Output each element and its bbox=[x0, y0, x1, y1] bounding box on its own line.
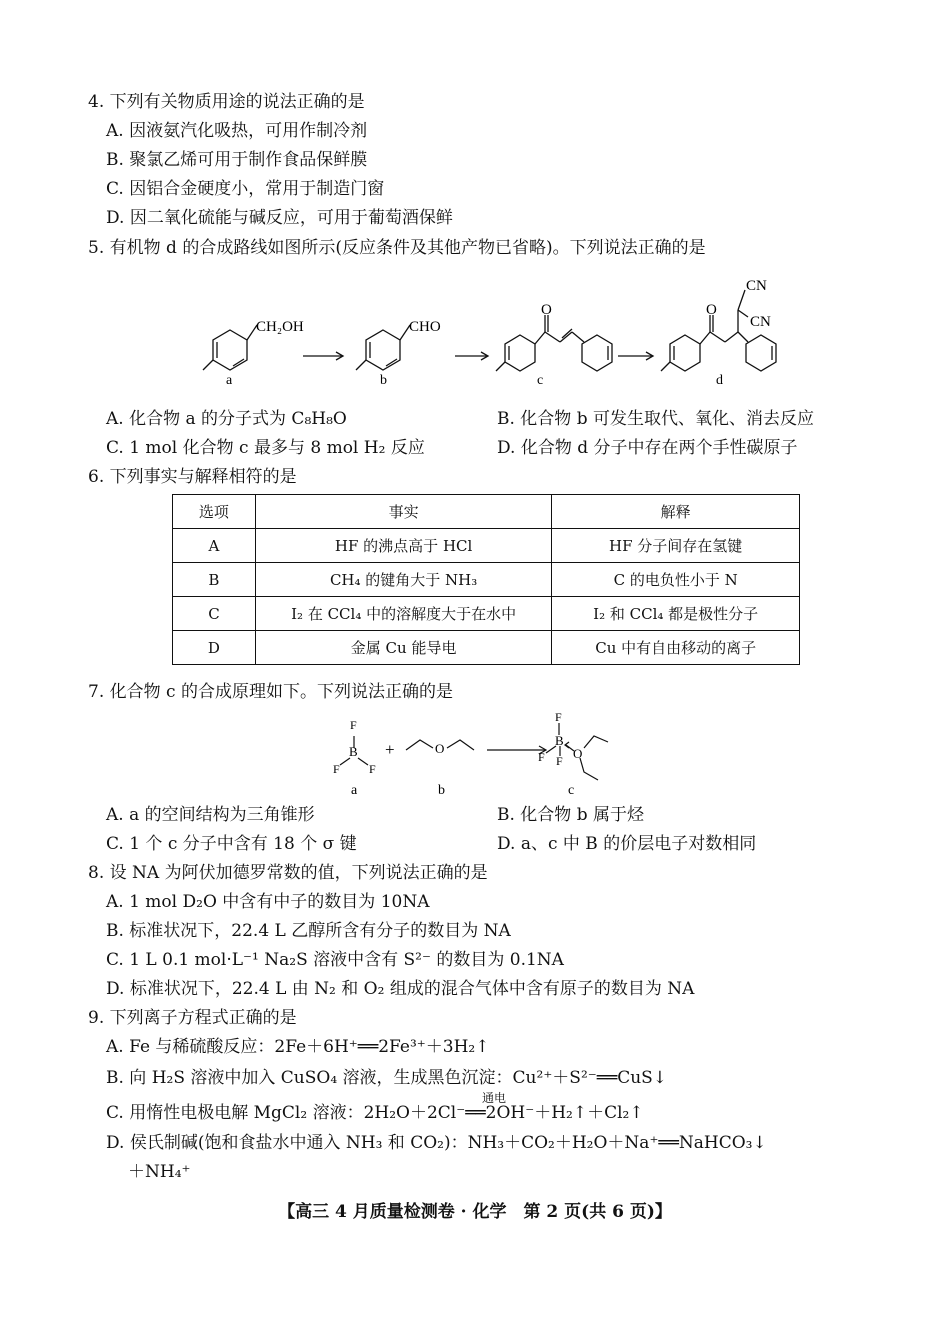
q8-stem: 8. 设 NA 为阿伏加德罗常数的值，下列说法正确的是 bbox=[88, 863, 488, 883]
q7-option-d: D. a、c 中 B 的价层电子对数相同 bbox=[497, 834, 757, 854]
q7-option-a: A. a 的空间结构为三角锥形 bbox=[106, 805, 315, 825]
q7-label-a: a bbox=[351, 783, 358, 798]
table-cell: B bbox=[173, 563, 256, 597]
table-cell: HF 分子间存在氢键 bbox=[552, 529, 800, 563]
table-header: 选项 bbox=[173, 495, 256, 529]
table-cell: CH₄ 的键角大于 NH₃ bbox=[255, 563, 552, 597]
q5-label-d: d bbox=[716, 373, 723, 388]
q5-option-c: C. 1 mol 化合物 c 最多与 8 mol H₂ 反应 bbox=[106, 438, 425, 458]
q9-option-d: D. 侯氏制碱(饱和食盐水中通入 NH₃ 和 CO₂)：NH₃＋CO₂＋H₂O＋Na⁺══NaHCO₃↓ bbox=[106, 1133, 767, 1153]
table-cell: C bbox=[173, 597, 256, 631]
q7-a-boron: B bbox=[349, 744, 358, 759]
q4-option-d: D. 因二氧化硫能与碱反应，可用于葡萄酒保鲜 bbox=[106, 208, 453, 228]
q7-c-f-bottom: F bbox=[556, 754, 563, 768]
q7-a-f-left: F bbox=[333, 762, 340, 776]
page-footer: 【高三 4 月质量检测卷 · 化学 第 2 页(共 6 页)】 bbox=[278, 1202, 672, 1222]
table-cell: D bbox=[173, 631, 256, 665]
q8-option-b: B. 标准状况下，22.4 L 乙醇所含有分子的数目为 NA bbox=[106, 921, 511, 941]
q4-option-b: B. 聚氯乙烯可用于制作食品保鲜膜 bbox=[106, 150, 368, 170]
q6-stem: 6. 下列事实与解释相符的是 bbox=[88, 467, 297, 487]
q9-option-c: C. 用惰性电极电解 MgCl₂ 溶液：2H₂O＋2Cl⁻══2OH⁻＋H₂↑＋Cl₂↑ bbox=[106, 1103, 644, 1123]
q4-option-a: A. 因液氨汽化吸热，可用作制冷剂 bbox=[106, 121, 368, 141]
q7-plus: + bbox=[385, 740, 395, 759]
q4-stem: 4. 下列有关物质用途的说法正确的是 bbox=[88, 92, 365, 112]
q7-c-f-left: F bbox=[538, 750, 545, 764]
q8-option-c: C. 1 L 0.1 mol·L⁻¹ Na₂S 溶液中含有 S²⁻ 的数目为 0.1NA bbox=[106, 950, 564, 970]
q8-option-a: A. 1 mol D₂O 中含有中子的数目为 10NA bbox=[106, 892, 430, 912]
q4-option-c: C. 因铝合金硬度小，常用于制造门窗 bbox=[106, 179, 385, 199]
q5-c-oxygen: O bbox=[541, 302, 552, 318]
table-header: 事实 bbox=[255, 495, 552, 529]
q7-label-c: c bbox=[568, 783, 575, 798]
q5-d-cn-top: CN bbox=[746, 278, 767, 294]
q7-a-f-top: F bbox=[350, 718, 357, 732]
q5-label-c: c bbox=[537, 373, 544, 388]
table-cell: 金属 Cu 能导电 bbox=[255, 631, 552, 665]
table-cell: A bbox=[173, 529, 256, 563]
q6-table bbox=[172, 494, 800, 665]
q9-option-a: A. Fe 与稀硫酸反应：2Fe＋6H⁺══2Fe³⁺＋3H₂↑ bbox=[106, 1037, 490, 1057]
q7-stem: 7. 化合物 c 的合成原理如下。下列说法正确的是 bbox=[88, 682, 453, 702]
table-cell: C 的电负性小于 N bbox=[552, 563, 800, 597]
q7-c-boron: B bbox=[555, 733, 564, 748]
table-cell: I₂ 和 CCl₄ 都是极性分子 bbox=[552, 597, 800, 631]
q7-option-c: C. 1 个 c 分子中含有 18 个 σ 键 bbox=[106, 834, 357, 854]
table-row bbox=[173, 563, 800, 597]
q5-option-b: B. 化合物 b 可发生取代、氧化、消去反应 bbox=[497, 409, 814, 429]
q5-d-cn-bottom: CN bbox=[750, 314, 771, 330]
q7-option-b: B. 化合物 b 属于烃 bbox=[497, 805, 644, 825]
q7-a-f-right: F bbox=[369, 762, 376, 776]
q5-b-group: CHO bbox=[409, 319, 441, 335]
q7-label-b: b bbox=[438, 783, 445, 798]
q7-c-f-top: F bbox=[555, 710, 562, 724]
q5-synthesis-scheme bbox=[0, 270, 950, 400]
q9-option-b: B. 向 H₂S 溶液中加入 CuSO₄ 溶液，生成黑色沉淀：Cu²⁺＋S²⁻══CuS↓ bbox=[106, 1068, 668, 1088]
table-header: 解释 bbox=[552, 495, 800, 529]
q7-b-oxygen: O bbox=[435, 741, 445, 756]
table-cell: Cu 中有自由移动的离子 bbox=[552, 631, 800, 665]
table-header-row bbox=[173, 495, 800, 529]
q9-option-d-continued: ＋NH₄⁺ bbox=[128, 1162, 191, 1182]
q5-a-group: CH₂OH bbox=[256, 319, 304, 335]
q5-label-a: a bbox=[226, 373, 233, 388]
q5-option-a: A. 化合物 a 的分子式为 C₈H₈O bbox=[106, 409, 347, 429]
table-row bbox=[173, 597, 800, 631]
q9-stem: 9. 下列离子方程式正确的是 bbox=[88, 1008, 297, 1028]
table-row bbox=[173, 631, 800, 665]
q5-stem: 5. 有机物 d 的合成路线如图所示(反应条件及其他产物已省略)。下列说法正确的是 bbox=[88, 238, 706, 258]
q5-option-d: D. 化合物 d 分子中存在两个手性碳原子 bbox=[497, 438, 798, 458]
q7-reaction-scheme bbox=[0, 708, 950, 803]
q7-c-oxygen: O bbox=[573, 746, 583, 761]
table-row bbox=[173, 529, 800, 563]
q5-label-b: b bbox=[380, 373, 387, 388]
q5-d-oxygen: O bbox=[706, 302, 717, 318]
q9-electrolysis-label: 通电 bbox=[482, 1091, 507, 1105]
table-cell: I₂ 在 CCl₄ 中的溶解度大于在水中 bbox=[255, 597, 552, 631]
q8-option-d: D. 标准状况下，22.4 L 由 N₂ 和 O₂ 组成的混合气体中含有原子的数目为 NA bbox=[106, 979, 695, 999]
table-cell: HF 的沸点高于 HCl bbox=[255, 529, 552, 563]
